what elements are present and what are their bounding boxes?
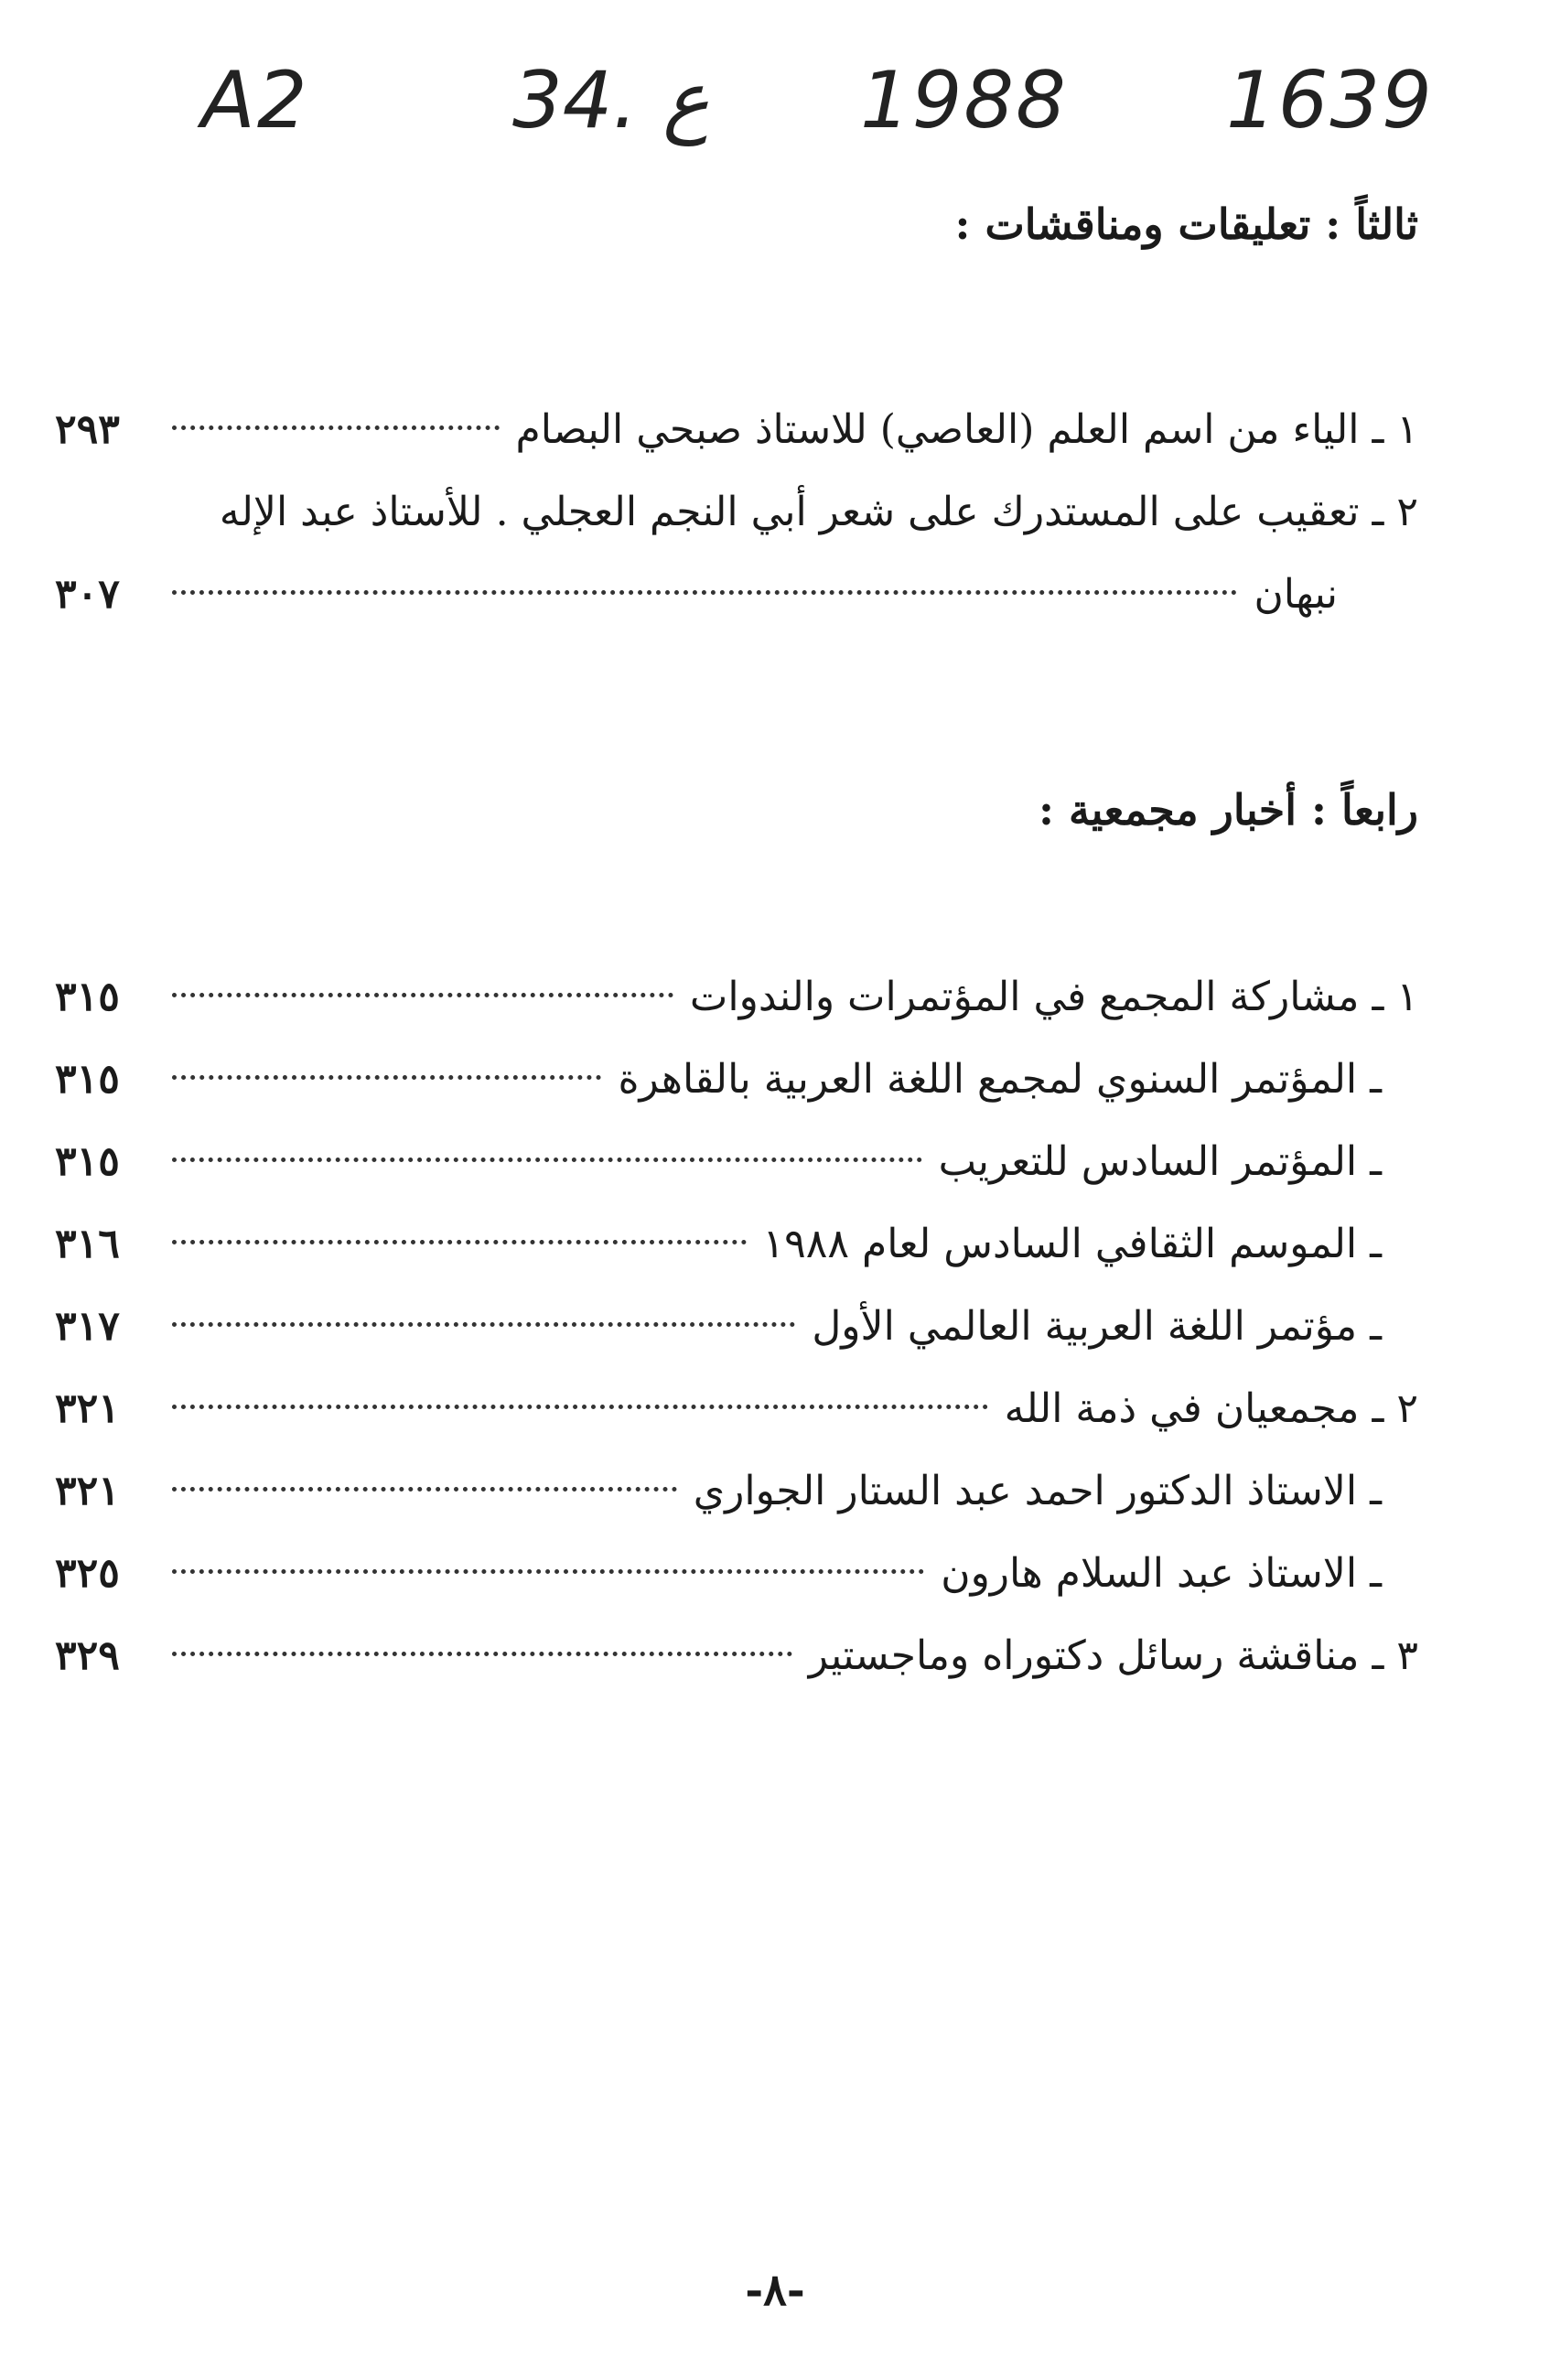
entry-page: ٣٢١ bbox=[55, 1385, 120, 1432]
entry-dash: ـ bbox=[1370, 1550, 1382, 1597]
entry-dash: ـ bbox=[1372, 406, 1384, 453]
toc-subentry[interactable] bbox=[55, 1039, 1418, 1121]
entry-number: ٣ bbox=[1396, 1632, 1418, 1679]
entry-title: الموسم الثقافي السادس لعام ١٩٨٨ bbox=[762, 1221, 1358, 1267]
entry-number: ١ bbox=[1396, 974, 1418, 1020]
handwritten-note: 34. ع bbox=[512, 55, 710, 146]
dot-leader bbox=[172, 1158, 922, 1162]
dot-leader bbox=[172, 590, 1237, 595]
entry-title: مشاركة المجمع في المؤتمرات والندوات bbox=[689, 974, 1360, 1020]
entry-title: مؤتمر اللغة العربية العالمي الأول bbox=[812, 1303, 1358, 1350]
entry-page: ٣١٥ bbox=[55, 1056, 120, 1103]
handwritten-note: 1639 bbox=[1226, 55, 1434, 146]
entry-dash: ـ bbox=[1372, 1385, 1384, 1432]
toc-entry[interactable] bbox=[55, 956, 1418, 1039]
entry-dash: ـ bbox=[1370, 1468, 1382, 1514]
entry-dash: ـ bbox=[1372, 489, 1384, 535]
entry-page: ٣٢٩ bbox=[55, 1632, 120, 1679]
entry-title: الياء من اسم العلم (العاصي) للاستاذ صبحي البصام bbox=[515, 406, 1360, 453]
entry-title: مناقشة رسائل دكتوراه وماجستير bbox=[808, 1632, 1360, 1679]
dot-leader bbox=[172, 1322, 795, 1327]
handwritten-note: A2 bbox=[201, 55, 309, 146]
toc-entry[interactable] bbox=[55, 471, 1418, 554]
handwritten-notes bbox=[201, 55, 1464, 165]
toc-subentry[interactable] bbox=[55, 1121, 1418, 1203]
entry-dash: ـ bbox=[1370, 1056, 1382, 1103]
toc-list bbox=[55, 389, 1418, 636]
toc-subentry[interactable] bbox=[55, 1450, 1418, 1533]
table-of-contents bbox=[55, 188, 1418, 1697]
entry-page: ٣١٦ bbox=[55, 1221, 120, 1267]
toc-subentry[interactable] bbox=[55, 1286, 1418, 1368]
entry-title: المؤتمر السادس للتعريب bbox=[938, 1138, 1358, 1185]
entry-dash: ـ bbox=[1372, 1632, 1384, 1679]
dot-leader bbox=[172, 1405, 988, 1409]
entry-page: ٣١٧ bbox=[55, 1303, 120, 1350]
section-title: رابعاً : أخبار مجمعية : bbox=[1038, 785, 1418, 835]
entry-number: ٢ bbox=[1396, 1385, 1418, 1432]
toc-entry-continuation[interactable] bbox=[55, 554, 1418, 636]
toc-entry[interactable] bbox=[55, 1615, 1418, 1697]
section-title: ثالثاً : تعليقات ومناقشات : bbox=[954, 199, 1418, 249]
dot-leader bbox=[172, 425, 500, 430]
page-number: -٨- bbox=[745, 2265, 805, 2316]
dot-leader bbox=[172, 1652, 792, 1656]
entry-dash: ـ bbox=[1370, 1303, 1382, 1350]
entry-title: مجمعيان في ذمة الله bbox=[1004, 1385, 1360, 1432]
entry-page: ٣١٥ bbox=[55, 974, 120, 1020]
entry-number: ٢ bbox=[1396, 489, 1418, 535]
entry-title: تعقيب على المستدرك على شعر أبي النجم العجلي . للأستاذ عبد الإله bbox=[219, 489, 1360, 535]
entry-number: ١ bbox=[1396, 406, 1418, 453]
entry-dash: ـ bbox=[1370, 1138, 1382, 1185]
toc-entry[interactable] bbox=[55, 1368, 1418, 1450]
entry-title: الاستاذ عبد السلام هارون bbox=[941, 1550, 1358, 1597]
entry-title: المؤتمر السنوي لمجمع اللغة العربية بالقاهرة bbox=[618, 1056, 1358, 1103]
toc-subentry[interactable] bbox=[55, 1203, 1418, 1286]
dot-leader bbox=[172, 1569, 924, 1574]
entry-page: ٣١٥ bbox=[55, 1138, 120, 1185]
entry-dash: ـ bbox=[1370, 1221, 1382, 1267]
entry-page: ٢٩٣ bbox=[55, 406, 120, 453]
dot-leader bbox=[172, 1240, 747, 1244]
dot-leader bbox=[172, 993, 673, 997]
toc-subentry[interactable] bbox=[55, 1533, 1418, 1615]
entry-page: ٣٠٧ bbox=[55, 571, 120, 618]
dot-leader bbox=[172, 1487, 677, 1492]
entry-title: نبهان bbox=[1254, 571, 1338, 618]
toc-list bbox=[55, 956, 1418, 1697]
entry-page: ٣٢١ bbox=[55, 1468, 120, 1514]
handwritten-note: 1988 bbox=[860, 55, 1068, 146]
entry-page: ٣٢٥ bbox=[55, 1550, 120, 1597]
toc-entry[interactable] bbox=[55, 389, 1418, 471]
entry-dash: ـ bbox=[1372, 974, 1384, 1020]
dot-leader bbox=[172, 1075, 601, 1080]
entry-title: الاستاذ الدكتور احمد عبد الستار الجواري bbox=[693, 1468, 1358, 1514]
